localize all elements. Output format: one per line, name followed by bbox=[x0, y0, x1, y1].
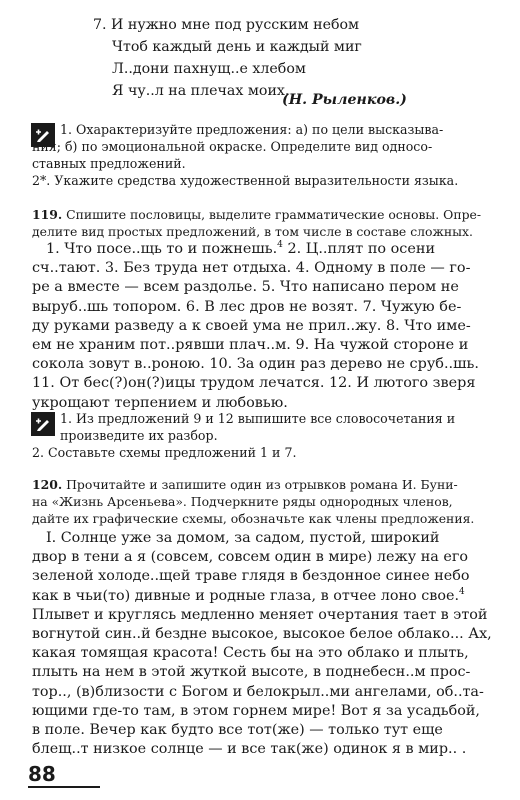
poem-line-3: Л..дони пахнущ..е хлебом bbox=[112, 61, 306, 77]
excerpt-row-12: блещ..т низкое солнце — и все так(же) одинок я в мир.. . bbox=[32, 741, 467, 758]
exercise-119-head-row-1: 119. Спишите пословицы, выделите грамматические основы. Опре- bbox=[32, 207, 482, 222]
exercise-119-head-row-2: делите вид простых предложений, в том числе в составе сложных. bbox=[32, 224, 473, 239]
excerpt-row-9: тор.., (в)близости с Богом и белокрыл..ми ангелами, об..та- bbox=[32, 683, 484, 700]
exercise-number: 119. bbox=[32, 207, 63, 222]
exercise-120-head-row-2: на «Жизнь Арсеньева». Подчеркните ряды однородных членов, bbox=[32, 494, 453, 509]
excerpt-row-10: ющими где-то там, в этом горнем мире! Вот я за усадьбой, bbox=[32, 702, 480, 719]
proverb-row-5: ду руками разведу а к своей ума не прил..жу. 8. Что име- bbox=[32, 317, 471, 334]
exercise-120-excerpt bbox=[32, 529, 494, 759]
excerpt-row-2: двор в тени а я (совсем, совсем один в мире) лежу на его bbox=[32, 549, 468, 566]
exercise-120-head-row-3: дайте их графические схемы, обозначьте как члены предложения. bbox=[32, 511, 475, 526]
page-number-rule bbox=[28, 786, 100, 788]
exercise-120-head-row-1: 120. Прочитайте и запишите один из отрывков романа И. Буни- bbox=[32, 477, 458, 492]
exercise-119-instructions bbox=[32, 206, 481, 240]
exercise-120-instructions bbox=[32, 476, 474, 527]
proverb-row-9: укрощают терпением и любовью. bbox=[32, 394, 288, 411]
task-1-row-2: ния; б) по эмоциональной окраске. Определите вид односо- bbox=[32, 139, 433, 154]
page-number: 88 bbox=[28, 762, 56, 786]
exercise-number: 120. bbox=[32, 477, 63, 492]
excerpt-row-8: плыть на нем в этой жуткой высоте, в поднебесн..м прос- bbox=[32, 664, 471, 681]
excerpt-row-1: I. Солнце уже за домом, за садом, пустой, широкий bbox=[45, 530, 440, 546]
poem-author: (Н. Рыленков.) bbox=[282, 92, 407, 108]
task-2-block-cont bbox=[32, 444, 296, 461]
task-1-row-1: 1. Охарактеризуйте предложения: а) по цели высказыва- bbox=[60, 122, 444, 137]
proverb-row-4: выруб..шь топором. 6. В лес дров не возят. 7. Чужую бе- bbox=[32, 298, 462, 315]
task-1-row-3: ставных предложений. bbox=[32, 156, 186, 171]
proverb-row-8: 11. От бес(?)он(?)ицы трудом лечатся. 12. И лютого зверя bbox=[32, 375, 476, 392]
proverb-row-6: ем не храним пот..рявши плач..м. 9. На чужой стороне и bbox=[32, 337, 469, 354]
proverb-row-3: ре а вместе — всем раздолье. 5. Что написано пером не bbox=[32, 279, 459, 296]
poem-line-1: 7. И нужно мне под русским небом bbox=[93, 17, 360, 33]
proverb-row-2: сч..тают. 3. Без труда нет отдыха. 4. Одному в поле — го- bbox=[32, 260, 471, 277]
proverb-row-7: сокола зовут в..роною. 10. За один раз дерево не сруб..шь. bbox=[32, 356, 479, 373]
poem-line-2: Чтоб каждый день и каждый миг bbox=[112, 39, 362, 55]
task-2-row-3: 2. Составьте схемы предложений 1 и 7. bbox=[32, 445, 297, 460]
excerpt-row-11: в поле. Вечер как будто все тот(же) — только тут еще bbox=[32, 722, 443, 739]
pencil-task-icon bbox=[31, 412, 55, 436]
task-2-row-1: 1. Из предложений 9 и 12 выпишите все словосочетания и bbox=[60, 411, 456, 426]
poem-block bbox=[93, 14, 362, 102]
excerpt-row-7: какая томящая красота! Сесть бы на это облако и плыть, bbox=[32, 645, 469, 662]
excerpt-row-6: вогнутой син..й бездне высокое, высокое белое облако... Ах, bbox=[32, 626, 492, 643]
task-1-block bbox=[60, 121, 443, 138]
task-2-row-2: произведите их разбор. bbox=[60, 428, 218, 443]
poem-line-4: Я чу..л на плечах моих. bbox=[112, 83, 290, 99]
excerpt-row-4: как в чьи(то) дивные и родные глаза, в отчее лоно свое.$^4$ bbox=[32, 586, 465, 604]
task-2-block bbox=[60, 410, 455, 444]
exercise-119-proverbs bbox=[32, 240, 479, 413]
proverb-row-1: 1. Что посе..щь то и пожнешь.$^4$ 2. Ц..плят по осени bbox=[46, 240, 436, 257]
task-1-block-cont bbox=[32, 138, 458, 189]
excerpt-row-3: зеленой холоде..щей траве глядя в бездонное синее небо bbox=[32, 568, 470, 585]
excerpt-row-5: Плывет и круглясь медленно меняет очертания тает в этой bbox=[32, 606, 488, 623]
task-1-row-4: 2*. Укажите средства художественной выразительности языка. bbox=[32, 173, 459, 188]
